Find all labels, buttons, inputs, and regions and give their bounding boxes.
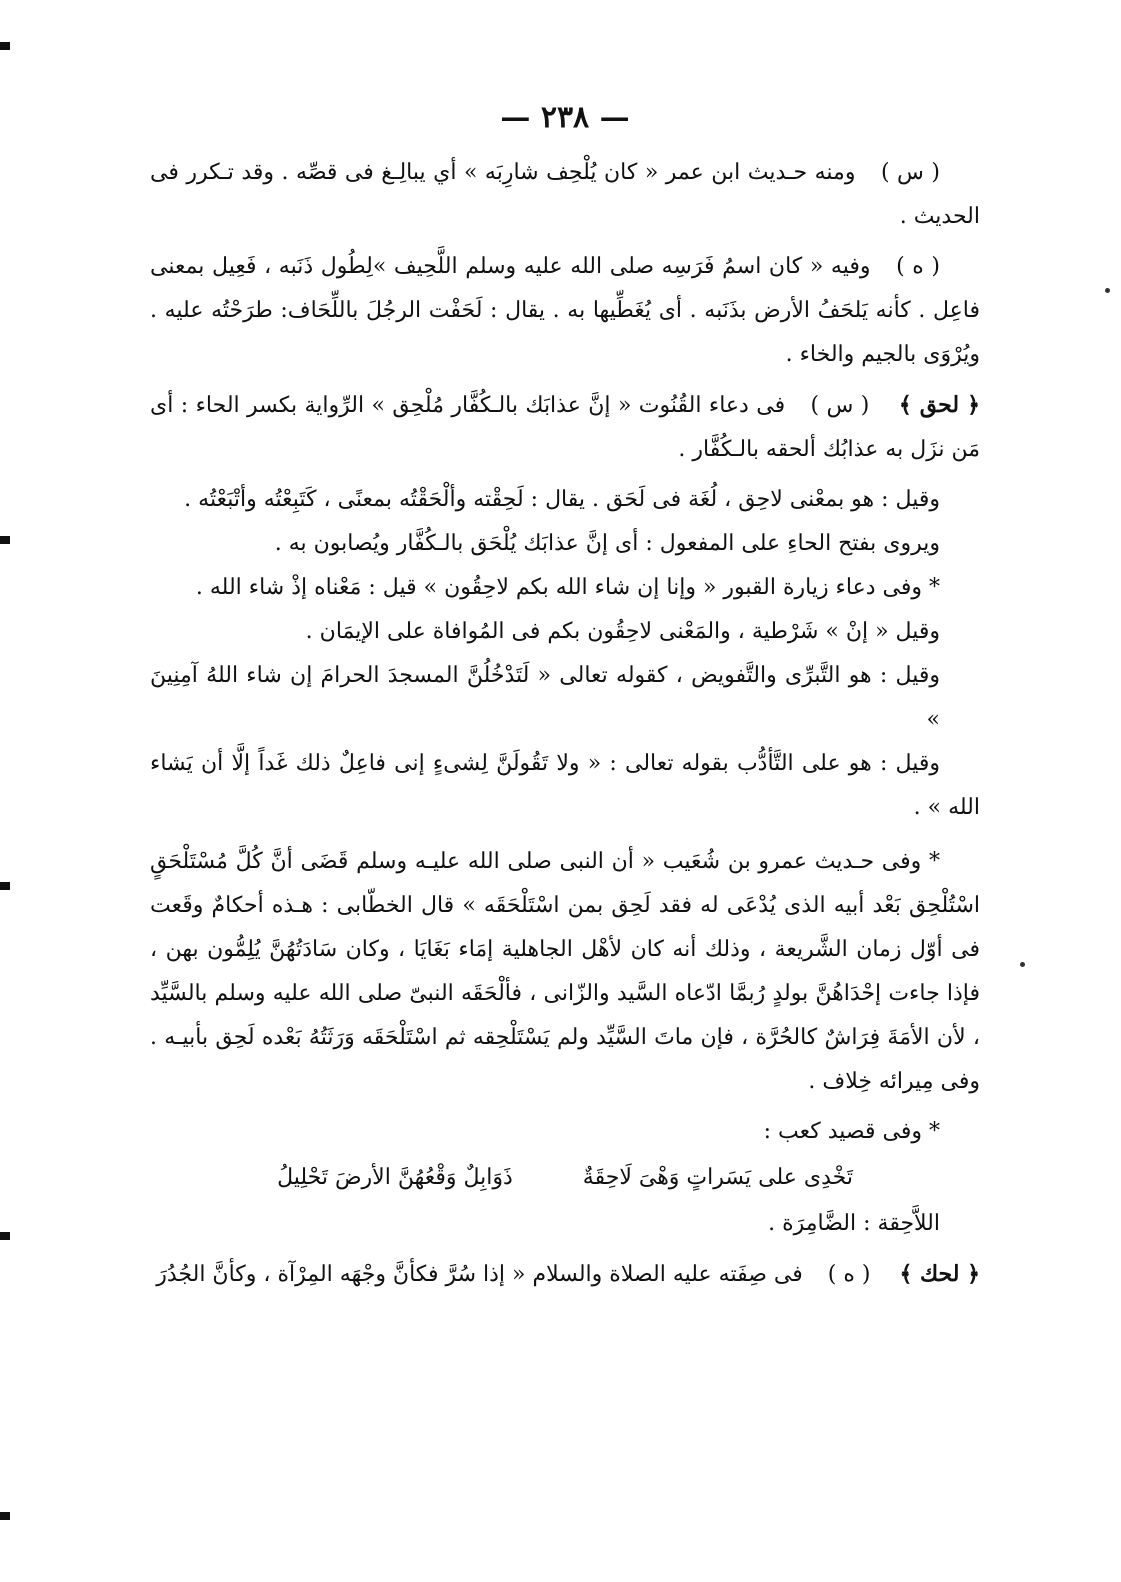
paragraph-adab: وقيل : هو على التَّأدُّب بقوله تعالى : « ولا تَقُولَنَّ لِشىءٍ إنى فاعِلٌ ذلك غَداً إلَّا أن يَشاء الله » . — [150, 751, 980, 820]
paragraph-text: وفيه « كان اسمُ فَرَسِه صلى الله عليه وسلم اللَّحِيف »لِطُول ذَنَبه ، فَعِيل بمعنى فاعِل . كأنه يَلحَفُ الأرض بذَنَبه . أى يُغَطِّيها به . يقال : لَحَفْت الرجُلَ باللِّحَاف: طرَحْتُه عليه . ويُرْوَى بالجيم والخاء . — [150, 254, 980, 367]
text-line: ويروى بفتح الحاءِ على المفعول : أى إنَّ عذابَك يُلْحَق بالـكُفَّار ويُصابون به . — [274, 531, 940, 556]
source-tag: ( ه ) — [896, 254, 940, 279]
entry-lahak — [150, 1252, 980, 1297]
entry-heading: ﴿ لحق ﴾ — [898, 392, 980, 418]
paragraph-ibn-umar — [150, 151, 980, 239]
text-line: * وفى دعاء زيارة القبور « وإنا إن شاء الله بكم لاحِقُون » قيل : مَعْناه إذْ شاء الله . — [195, 575, 940, 600]
scan-speck — [1105, 288, 1110, 293]
source-tag: ( س ) — [880, 160, 941, 185]
scan-edge-mark — [0, 1512, 10, 1520]
page-number: — ٢٣٨ — — [500, 100, 630, 135]
paragraph-lahif — [150, 245, 980, 377]
text-line: وقيل : هو بمعْنى لاحِق ، لُغَة فى لَحَق . يقال : لَحِقْته وألْحَقْتُه بمعنًى ، كَتَبِعْتُه وأتْبَعْتُه . — [184, 487, 940, 512]
paragraph-text: ومنه حـديث ابن عمر « كان يُلْحِف شارِبَه » أي يبالِـغ فى قصِّه . وقد تـكرر فى الحديث . — [150, 160, 980, 229]
verse-hemistich-first: تَخْدِى على يَسَراتٍ وَهْىَ لَاحِقَةٌ — [582, 1165, 853, 1190]
scan-edge-mark — [0, 42, 10, 50]
paragraph-amr-ibn-shuayb: * وفى حـديث عمرو بن شُعَيب « أن النبى صلى الله عليـه وسلم قَضَى أنَّ كُلَّ مُسْتَلْحَقٍ اسْتُلْحِق بَعْد أبيه الذى يُدْعَى له فقد لَحِق بمن اسْتَلْحَقَه » قال الخطّابى : هـذه أحكامٌ وقَعت فى أوّل زمان الشَّريعة ، وذلك أنه كان لأهْل الجاهلية إمَاء بَغَايَا ، وكان سَادَتُهُنَّ يُلِمُّون بهن ، فإذا جاءت إحْدَاهُنَّ بولدٍ رُبمَّا ادّعاه السَّيد والزّانى ، فألْحَقَه النبىّ صلى الله عليه وسلم بالسَّيِّد ، لأن الأمَةَ فِرَاشٌ كالحُرَّة ، فإن ماتَ السَّيِّد ولم يَسْتَلْحِقه ثم اسْتَلْحَقَه وَرَثَتُهُ بَعْده لَحِق بأبيـه . وفى مِيرائه خِلاف . — [150, 849, 980, 1094]
definition-line: اللاَّحِقة : الضَّامِرَة . — [768, 1211, 940, 1236]
kaab-intro: * وفى قصيد كعب : — [763, 1119, 940, 1144]
text-line: وقيل « إنْ » شَرْطية ، والمَعْنى لاحِقُون بكم فى المُوافاة على الإيمَان . — [305, 619, 940, 644]
verse-hemistich-second: ذَوَابِلٌ وَقْعُهُنَّ الأرضَ تَحْلِيلُ — [277, 1165, 513, 1190]
paragraph-text: فى صِفَته عليه الصلاة والسلام « إذا سُرَّ فكأنَّ وجْهَه المِرْآة ، وكأنَّ الجُدُرَ — [156, 1262, 803, 1287]
poem-verse — [150, 1156, 980, 1200]
scan-edge-mark — [0, 1232, 10, 1240]
scan-speck — [1020, 962, 1025, 967]
source-tag: ( س ) — [810, 393, 870, 418]
text-line: وقيل : هو التَّبرِّى والتَّفويض ، كقوله تعالى « لَتَدْخُلُنَّ المسجدَ الحرامَ إن شاء اللهُ آمِنِينَ » — [150, 663, 940, 732]
entry-heading: ﴿ لحك ﴾ — [899, 1261, 980, 1287]
scan-edge-mark — [0, 536, 10, 544]
paragraph-text: فى دعاء القُنُوت « إنَّ عذابَك بالـكُفَّار مُلْحِق » الرِّواية بكسر الحاء : أى مَن نزَل به عذابُك ألحقه بالـكُفَّار . — [150, 393, 980, 462]
entry-lahaqa — [150, 383, 980, 472]
scan-edge-mark — [0, 882, 10, 890]
document-page — [150, 100, 980, 1303]
source-tag: ( ه ) — [827, 1262, 871, 1287]
